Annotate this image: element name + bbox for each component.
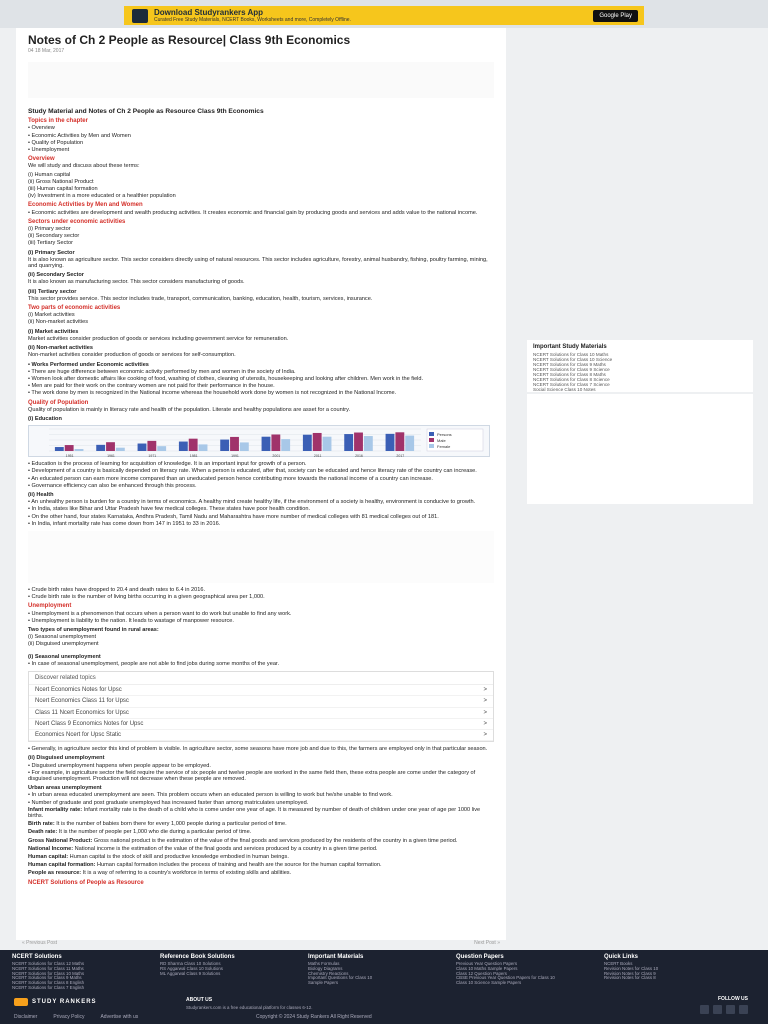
brand-logo-icon [14,998,28,1006]
footer-column-heading: NCERT Solutions [12,954,62,960]
list-item: • Disguised unemployment happens when people appear to be employed. [28,762,211,769]
list-item: • There are huge difference between economic activity performed by men and women in the society of India. [28,368,296,375]
google-play-button[interactable]: Google Play [593,10,638,22]
footer-about [186,997,312,1010]
health-heading: (ii) Health [28,491,54,498]
chart-bar [179,442,188,451]
glossary-term: Gross National Product: [28,837,94,844]
education-heading: (i) Education [28,415,62,422]
eco-heading: Economic Activities by Men and Women [28,202,143,209]
next-post-link[interactable]: Next Post » [474,940,500,946]
chart-bar [147,441,156,451]
chevron-right-icon: > [483,709,487,716]
about-heading: ABOUT US [186,997,213,1003]
glossary-definition: Infant mortality rate is the death of a child who is come under one year of age. It is measured by number of death of children under one year of age per 1000 live births. [28,806,481,820]
list-item: (iii) Tertiary Sector [28,240,73,247]
glossary-entry [28,838,494,844]
list-item: • Overview [28,125,55,132]
twitter-icon[interactable] [713,1005,722,1014]
glossary-term: National Income: [28,845,75,852]
glossary-entry [28,854,494,860]
footer-link[interactable]: Class 10 Science Sample Papers [456,980,522,986]
related-topic-label: Ncert Economics Notes for Upsc [35,687,122,694]
glossary-definition: It is a way of referring to a country's workforce in terms of existing skills and abilities. [82,870,292,877]
related-topic-item[interactable] [29,719,493,730]
list-item: (i) Market activities [28,312,75,319]
glossary-definition: It is the number of people per 1,000 who die during a particular period of time. [58,829,252,836]
chart-bar [157,446,166,451]
list-item: • In India, states like Bihar and Uttar Pradesh have few medical colleges. These states have poor health condition. [28,506,311,513]
footer [0,950,768,1024]
chart-bar [106,442,115,451]
chart-x-tick: 2001 [272,454,281,459]
overview-heading: Overview [28,156,55,163]
eco-text: • Economic activities are development and wealth producing activities. It creates economic and financial gain by producing goods and services and adds value to the national income. [28,209,478,216]
about-text: Studyrankers.com is a free educational platform for classes 6-12. [186,1005,313,1010]
list-item: • Crude birth rates have dropped to 20.4 and death rates to 6.4 in 2016. [28,586,206,593]
nonmarket-text: Non-market activities consider production of goods or services for self-consumption. [28,352,236,359]
footer-link[interactable]: Class 10 Maths Sample Papers [456,965,518,971]
seasonal-more: • Generally, in agriculture sector this kind of problem is visible. In agriculture sector, some seasons have more job and due to this, the farmers are employed only in that particular season. [28,746,488,753]
chart-legend-box [427,429,483,451]
chart-bar [354,433,363,451]
list-item: (ii) Disguised unemployment [28,641,99,648]
primary-text: It is also known as agriculture sector. This sector considers directly using of natural resources. This sector includes agriculture, forestry, animal husbandry, fishing, poultry farming, mining, and quarrying. [28,256,488,270]
health-points [28,499,494,527]
list-item: (i) Primary sector [28,226,71,233]
sidebar-link[interactable]: NCERT Solutions for Class 10 Maths [533,352,609,357]
chart-bar [75,449,84,451]
list-item: (i) Seasonal unemployment [28,634,97,641]
chart-x-tick: 1951 [65,454,74,459]
brand-name: STUDY RANKERS [32,999,97,1005]
chart-bar [96,445,105,451]
chart-bar [55,447,64,451]
footer-link[interactable]: CBSE Previous Year Question Papers for Class 10 [456,975,555,981]
chart-legend-swatch [429,444,434,448]
sidebar-link[interactable]: NCERT Solutions for Class 8 Maths [533,372,606,377]
chart-bar [189,439,198,451]
footer-link[interactable]: Revision Notes for Class 9 [604,970,656,976]
footer-column-heading: Question Papers [456,954,504,960]
glossary-definition: It is the number of babies born there for every 1,000 people during a particular period of time. [56,821,287,828]
sidebar-link[interactable]: NCERT Solutions for Class 10 Science [533,357,613,362]
chart-bar [271,435,280,452]
secondary-text: It is also known as manufacturing sector. This sector considers manufacturing of goods. [28,279,245,286]
seasonal-heading: (i) Seasonal unemployment [28,653,101,660]
footer-follow [700,996,748,1014]
chart-bar [405,436,414,451]
work-heading: • Works Performed under Economic activities [28,361,149,368]
footer-brand[interactable] [14,998,97,1006]
follow-heading: FOLLOW US [718,996,748,1002]
footer-bottom-link[interactable]: Advertise with us [100,1014,139,1020]
chart-bar [281,439,290,451]
related-topic-item[interactable] [29,685,493,696]
footer-column [604,954,752,991]
footer-link[interactable]: ML Aggarwal Class 9 Solutions [160,970,221,976]
youtube-icon[interactable] [739,1005,748,1014]
sidebar-link[interactable]: NCERT Solutions for Class 9 Maths [533,362,606,367]
tertiary-text: This sector provides service. This sector includes trade, transport, communication, banking, education, health, tourism, services, insurance. [28,295,373,302]
footer-link[interactable]: Revision Notes for Class 10 [604,965,659,971]
chart-bar [344,434,353,451]
list-item: • The work done by men is recognized in the National income whereas the household work done by women is not recognized in the National Income. [28,390,397,397]
footer-link[interactable]: Biology Diagrams [308,965,343,971]
urban-points [28,792,494,805]
list-item: (ii) Secondary sector [28,233,80,240]
facebook-icon[interactable] [700,1005,709,1014]
urban-heading: Urban areas unemployment [28,785,102,792]
sidebar-link[interactable]: NCERT Solutions for Class 7 Science [533,382,610,387]
sidebar-link[interactable]: NCERT Solutions for Class 9 Science [533,367,610,372]
glossary-term: Human capital: [28,854,70,861]
rural-list [28,634,494,647]
chart-legend-label: Male [437,438,446,444]
related-topic-item[interactable] [29,708,493,719]
rural-heading: Two types of unemployment found in rural areas: [28,626,159,633]
related-heading: Discover related topics [29,672,493,685]
prev-post-link[interactable]: « Previous Post [22,940,58,946]
chart-svg [29,426,491,458]
overview-text: We will study and discuss about these terms: [28,163,140,170]
sidebar-ad [527,394,753,504]
list-item: • Unemployment is liability to the nation. It leads to wastage of manpower resource. [28,617,234,624]
sidebar-study-materials [527,340,753,392]
footer-column [12,954,160,991]
banner-subtitle: Curated Free Study Materials, NCERT Books, Worksheets and more, Completely Offline. [154,16,351,23]
glossary-entry [28,821,494,827]
ncert-link[interactable]: NCERT Solutions of People as Resource [28,879,144,886]
list-item: • Economic Activities by Men and Women [28,132,131,139]
related-topic-label: Economics Ncert for Upsc Static [35,732,122,738]
footer-link[interactable]: Revision Notes for Class 8 [604,975,656,981]
chart-legend-label: Female [437,444,451,450]
instagram-icon[interactable] [726,1005,735,1014]
footer-link[interactable]: RD Sharma Class 10 Solutions [160,961,221,966]
app-download-banner[interactable] [124,6,644,25]
chart-bar [199,445,208,452]
footer-link[interactable]: Class 12 Question Papers [456,970,508,976]
chart-bar [395,432,404,451]
chart-legend-swatch [429,432,434,436]
two-parts-list [28,312,494,325]
chevron-right-icon: > [483,720,487,727]
study-heading: Study Material and Notes of Ch 2 People as Resource Class 9th Economics [28,108,264,116]
chart-bar [386,434,395,451]
nonmarket-heading: (ii) Non-market activities [28,345,93,352]
related-topic-label: Ncert Economics Class 11 for Upsc [35,698,129,705]
quality-heading: Quality of Population [28,399,89,406]
terms-list [28,172,494,200]
list-item: (ii) Non-market activities [28,319,88,326]
sectors-heading: Sectors under economic activities [28,218,126,225]
footer-bottom-link[interactable]: Privacy Policy [53,1014,85,1020]
chart-legend-swatch [429,438,434,442]
chart-x-tick: 2016 [355,454,363,459]
market-text: Market activities consider production of goods or services including government service for remuneration. [28,335,289,342]
article-container [16,28,506,940]
chart-bar [262,437,271,451]
quality-text: Quality of population is mainly in literacy rate and health of the population. Literate and healthy populations are asset for a country. [28,406,351,413]
list-item: (iv) Investment in a more educated or a healthier population [28,193,176,200]
chart-bar [230,437,239,451]
chart-bar [220,440,229,451]
chart-x-tick: 2011 [313,454,322,459]
list-item: • Unemployment [28,147,70,154]
footer-column [160,954,308,991]
banner-title: Download Studyrankers App [154,7,264,17]
glossary-entry [28,862,494,868]
list-item: • An educated person can earn more income compared than an uneducated person hence contributing more towards the national income of a country can increase. [28,475,433,482]
chart-bar [138,444,147,451]
related-topic-item[interactable] [29,730,493,741]
sidebar-link[interactable]: NCERT Solutions for Class 8 Science [533,377,610,382]
chevron-right-icon: > [483,732,487,738]
list-item: (i) Human capital [28,171,71,178]
sectors-list [28,226,494,247]
list-item: • In urban areas educated unemployment are seen. This problem occurs when an educated person is willing to work but he/she unable to find work. [28,792,393,799]
list-item: • Crude birth rate is the number of living births occurring in a given geographical area per 1,000. [28,594,265,601]
footer-links [14,1014,138,1020]
list-item: • Number of graduate and post graduate unemployed has increased faster than among matriculates unemployed. [28,799,309,806]
glossary-entry [28,870,494,876]
glossary-definition: Human capital formation includes the process of training and health are the source for the human capital formation. [97,862,382,869]
chevron-right-icon: > [483,687,487,694]
glossary-term: Human capital formation: [28,862,97,869]
chart-x-tick: 1981 [189,454,198,459]
birth-points [28,587,494,600]
glossary-definition: Human capital is the stock of skill and productive knowledge embodied in human beings. [69,854,289,861]
seasonal-text: • In case of seasonal unemployment, people are not able to find jobs during some months of the year. [28,660,280,667]
chart-bar [303,435,312,451]
app-logo-icon [132,9,148,23]
glossary-entry [28,829,494,835]
footer-link[interactable]: Previous Year Question Papers [456,961,518,966]
list-item: • Quality of Population [28,139,84,146]
footer-link[interactable]: NCERT Solutions for Class 8 English [12,980,85,986]
sidebar-link[interactable]: Social Science Class 10 Notes [533,387,596,392]
list-item: • Men are paid for their work on the contrary women are not paid for their performance in the house. [28,383,275,390]
two-parts-heading: Two parts of economic activities [28,305,121,312]
chart-x-tick: 2017 [396,454,405,459]
copyright: Copyright © 2024 Study Rankers All Right Reserved [256,1014,372,1020]
disguised-heading: (ii) Disguised unemployment [28,755,105,762]
chart-bar [364,436,373,451]
footer-link[interactable]: NCERT Solutions for Class 11 Maths [12,965,84,971]
related-topic-label: Ncert Class 9 Economics Notes for Upsc [35,720,144,727]
chart-bar [116,448,125,451]
literacy-chart [28,425,490,457]
market-heading: (i) Market activities [28,328,79,335]
ad-placeholder-2 [28,531,494,583]
footer-link[interactable]: NCERT Books [604,961,633,966]
list-item: (ii) Gross National Product [28,178,94,185]
disguised-points [28,763,494,783]
secondary-heading: (ii) Secondary Sector [28,272,84,279]
footer-column-heading: Important Materials [308,954,364,960]
article-date: 04 18 Mar, 2017 [28,48,65,54]
chart-legend-label: Persons [437,432,452,438]
unemp-points [28,611,494,624]
chart-bar [65,445,74,451]
glossary-term: Infant mortality rate: [28,806,84,813]
footer-link[interactable]: NCERT Solutions for Class 7 English [12,984,85,990]
footer-bottom-link[interactable]: Disclaimer [14,1014,38,1020]
chart-x-tick: 1971 [148,454,157,459]
tertiary-heading: (iii) Tertiary sector [28,288,77,295]
glossary-term: People as resource: [28,870,83,877]
primary-heading: (i) Primary Sector [28,249,75,256]
sidebar-heading: Important Study Materials [533,344,607,350]
footer-column [308,954,456,991]
chart-x-tick: 1961 [107,454,115,459]
list-item: • Development of a country is basically depended on literacy rate. When a person is educated, after that, society can be educated and hence literacy rate of the country can increase. [28,468,477,475]
footer-column [456,954,604,991]
related-topic-item[interactable] [29,696,493,707]
chevron-right-icon: > [483,698,487,705]
chart-bar [313,433,322,451]
article-title: Notes of Ch 2 People as Resource| Class 9th Economics [28,33,351,47]
chart-bar [323,437,332,451]
list-item: • An unhealthy person is burden for a country in terms of economics. A healthy mind create healthy life, if the environment of a society is healthy, environment is conducive to growth. [28,499,476,506]
related-topic-label: Class 11 Ncert Economics for Upsc [35,709,129,716]
glossary-term: Death rate: [28,829,59,836]
list-item: • On the other hand, four states Karnataka, Andhra Pradesh, Tamil Nadu and Maharashtra have more number of medical colleges with 81 medical colleges out of 181. [28,513,439,520]
footer-link[interactable]: RS Aggarwal Class 10 Solutions [160,965,223,971]
glossary-term: Birth rate: [28,821,57,828]
topics-heading: Topics in the chapter [28,118,88,125]
footer-link[interactable]: NCERT Solutions for Class 9 Maths [12,975,82,981]
glossary-definition: National income is the estimation of the value of the final goods and services produced by a country in a given time period. [74,845,378,852]
footer-link[interactable]: Sample Papers [308,980,339,986]
footer-link[interactable]: Chemistry Reactions [308,970,349,976]
footer-link[interactable]: NCERT Solutions for Class 12 Maths [12,961,85,966]
glossary-definition: Gross national product is the estimation of the value of the final goods and services produced by the residents of the country in a given time period. [93,837,458,844]
list-item: • Unemployment is a phenomenon that occurs when a person want to do work but unable to find any work. [28,610,292,617]
list-item: • In India, infant mortality rate has come down from 147 in 1951 to 33 in 2016. [28,520,221,527]
list-item: • Women look after domestic affairs like cooking of food, washing of clothes, cleaning of utensils, housekeeping and looking after children. Men work in the field. [28,375,424,382]
list-item: • Governance efficiency can also be enhanced through this process. [28,482,197,489]
footer-column-heading: Reference Book Solutions [160,954,235,960]
footer-column-heading: Quick Links [604,954,639,960]
glossary-entry [28,846,494,852]
glossary [28,807,494,877]
glossary-entry [28,807,494,819]
related-topics-box [28,671,494,742]
chart-x-tick: 1991 [231,454,239,459]
footer-link[interactable]: Important Questions for Class 10 [308,975,373,981]
list-item: • Education is the process of learning for acquisition of knowledge. It is an important input for growth of a person. [28,461,307,468]
footer-link[interactable]: NCERT Solutions for Class 10 Maths [12,970,85,976]
work-points [28,369,494,397]
unemp-heading: Unemployment [28,603,72,610]
ad-placeholder [28,62,494,98]
chart-bar [240,443,249,452]
footer-link[interactable]: Maths Formulas [308,961,340,966]
list-item: (iii) Human capital formation [28,186,98,193]
post-pager [16,938,506,950]
list-item: • For example, in agriculture sector the field require the service of six people and twelve people are worked in the same field then, these extra people are come under the category of disguised unemployment. Production will not decrease when these people are removed. [28,769,476,783]
topics-list [28,125,494,153]
edu-points [28,461,494,489]
